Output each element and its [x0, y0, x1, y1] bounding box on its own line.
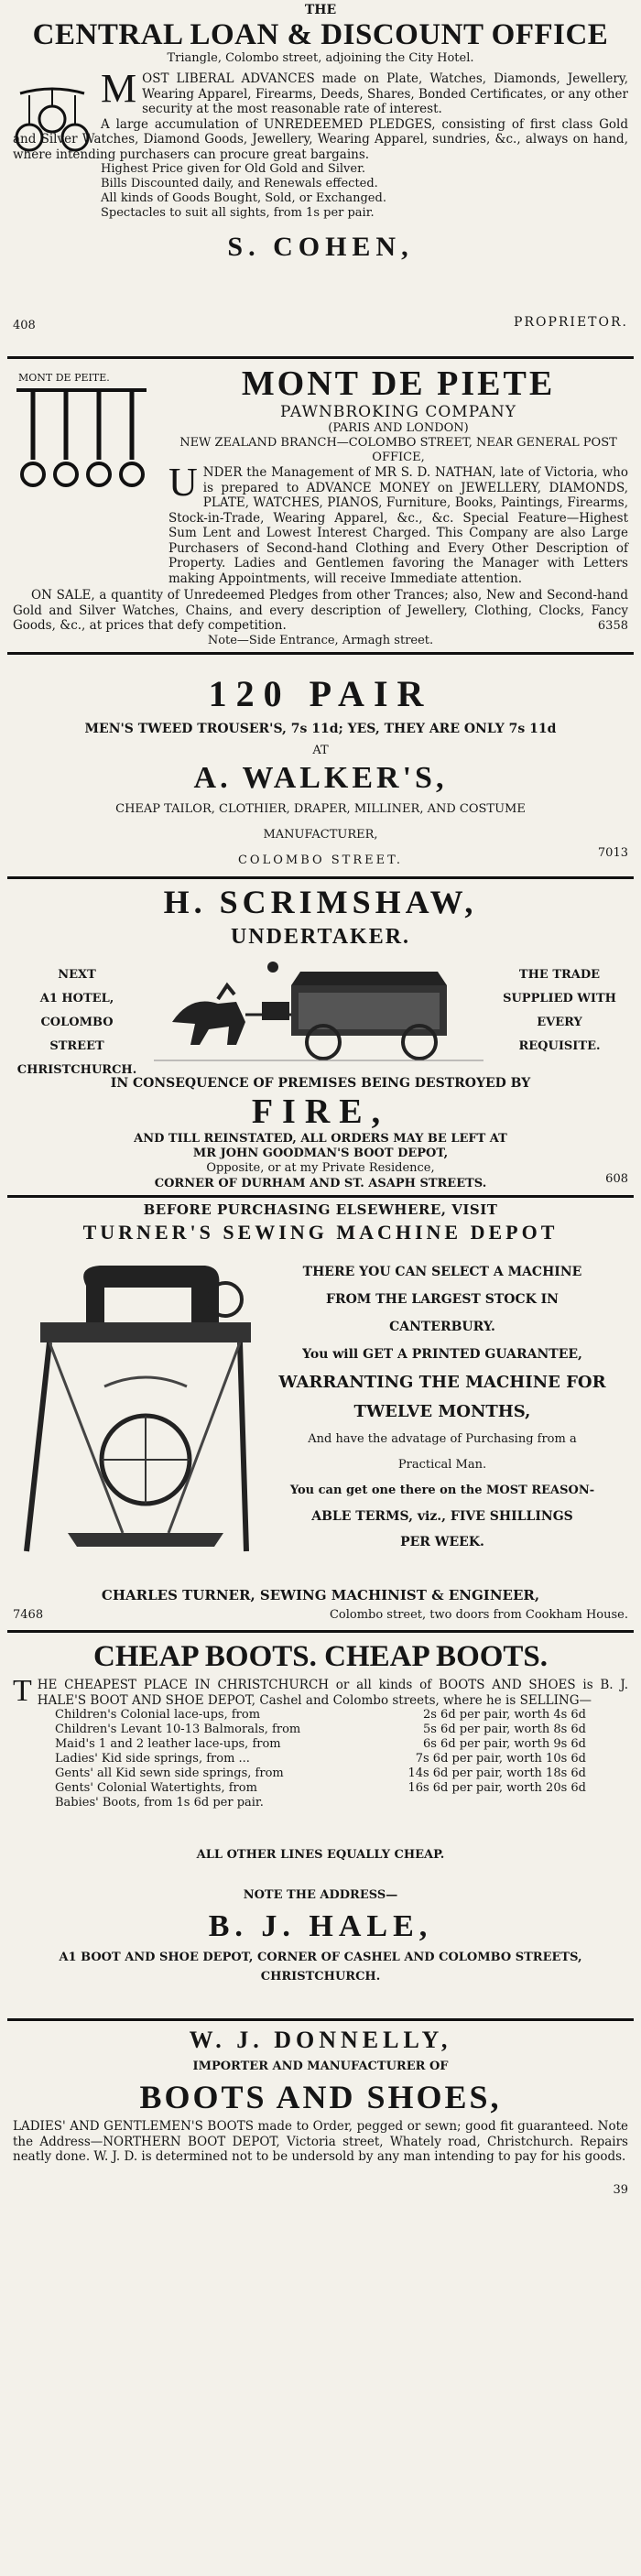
turner-title: TURNER'S SEWING MACHINE DEPOT — [82, 1221, 559, 1244]
donnelly-role: IMPORTER AND MANUFACTURER OF — [192, 2060, 449, 2073]
scrimshaw-corner: CORNER OF DURHAM AND ST. ASAPH STREETS. — [154, 1177, 487, 1190]
scrimshaw-left4: CHRISTCHURCH. — [16, 1063, 137, 1077]
hale-price-item: Gents' Colonial Watertights, from — [55, 1781, 257, 1795]
cohen-line1: Highest Price given for Old Gold and Silver. — [101, 162, 365, 176]
piete-para1-text: NDER the Management of MR S. D. NATHAN, late of Victoria, who is prepared to ADVANCE MONEY on JEWELLERY, DIAMONDS, PLATE, WATCHES, PIANOS, Furniture, Books, Paintings, Firearms, Stock-in-Trade, Wearing Apparel, &c., &c. Special Feature—Highest Sum Lent and Lowest Interest Charged. This Company are also Large Purchasers of Second-hand Clothing and Every Other Description of Property. Ladies and Gentlemen favoring the Manager with Letters making Appointments, will receive Immediate attention. — [168, 465, 628, 586]
cohen-ref: 408 — [13, 319, 36, 332]
scrimshaw-trade: UNDERTAKER. — [230, 925, 411, 949]
donnelly-ref: 39 — [613, 2183, 628, 2197]
piete-para1 — [168, 460, 628, 586]
turner-address: Colombo street, two doors from Cookham House. — [329, 1608, 628, 1622]
hale-price-row — [55, 1766, 586, 1781]
walker-at: AT — [312, 744, 329, 757]
turner-l3: CANTERBURY. — [389, 1320, 495, 1334]
cohen-address: Triangle, Colombo street, adjoining the City Hotel. — [167, 51, 474, 65]
scrimshaw-left1: NEXT — [58, 968, 96, 982]
turner-l5: WARRANTING THE MACHINE FOR — [278, 1373, 606, 1392]
cohen-para1-dropcap: M — [101, 66, 137, 111]
walker-name: A. WALKER'S, — [193, 761, 448, 795]
scrimshaw-left-column — [13, 963, 141, 1082]
piete-ref: 6358 — [597, 619, 628, 633]
cohen-lines — [13, 162, 628, 221]
hale-babies: Babies' Boots, from 1s 6d per pair. — [55, 1796, 264, 1810]
hale-intro — [13, 1674, 628, 1708]
hale-price-value: 16s 6d per pair, worth 20s 6d — [407, 1781, 586, 1795]
cohen-proprietor: PROPRIETOR. — [514, 315, 628, 330]
piete-subtitle: PAWNBROKING COMPANY — [280, 403, 516, 421]
hale-price-row — [55, 1708, 586, 1723]
scrimshaw-fire: FIRE, — [251, 1092, 390, 1131]
scrimshaw-right1: THE TRADE — [518, 968, 601, 982]
cohen-name: S. COHEN, — [227, 232, 414, 262]
scrimshaw-ref: 608 — [605, 1172, 628, 1186]
donnelly-title: BOOTS AND SHOES, — [139, 2079, 502, 2115]
turner-l2: FROM THE LARGEST STOCK IN — [326, 1292, 559, 1307]
hale-price-row — [55, 1752, 586, 1766]
walker-advertisement — [0, 656, 641, 874]
cohen-advertisement — [0, 0, 641, 355]
walker-headline: 120 PAIR — [208, 673, 433, 714]
hale-price-value: 2s 6d per pair, worth 4s 6d — [422, 1708, 586, 1722]
cohen-line4: Spectacles to suit all sights, from 1s per pair. — [101, 206, 375, 220]
hale-depot: A1 BOOT AND SHOE DEPOT, CORNER OF CASHEL AND COLOMBO STREETS, — [59, 1951, 582, 1964]
walker-trades: CHEAP TAILOR, CLOTHIER, DRAPER, MILLINER, AND COSTUME — [115, 802, 526, 816]
hale-name: B. J. HALE, — [208, 1909, 433, 1943]
scrimshaw-name: H. SCRIMSHAW, — [163, 884, 478, 920]
cohen-line3: All kinds of Goods Bought, Sold, or Exchanged. — [101, 191, 386, 205]
turner-l9: You can get one there on the MOST REASON- — [289, 1484, 595, 1497]
turner-ref: 7468 — [13, 1608, 44, 1622]
turner-l6: TWELVE MONTHS, — [353, 1402, 531, 1421]
piete-paris: (PARIS AND LONDON) — [328, 421, 469, 435]
piete-body — [168, 460, 628, 586]
walker-line: MEN'S TWEED TROUSER'S, 7s 11d; YES, THEY ARE ONLY 7s 11d — [84, 722, 557, 736]
hale-price-list — [13, 1708, 628, 1796]
hale-price-row — [55, 1781, 586, 1796]
cohen-line2: Bills Discounted daily, and Renewals effected. — [101, 177, 378, 190]
turner-l11: PER WEEK. — [400, 1535, 484, 1549]
piete-note: Note—Side Entrance, Armagh street. — [207, 633, 434, 647]
scrimshaw-notice — [0, 1075, 641, 1192]
hale-intro-dropcap: T — [13, 1674, 32, 1708]
hale-price-value: 5s 6d per pair, worth 8s 6d — [422, 1723, 586, 1736]
divider — [7, 876, 634, 879]
donnelly-advertisement — [0, 2022, 641, 2205]
hale-price-row — [55, 1723, 586, 1737]
turner-l10: ABLE TERMS, viz., FIVE SHILLINGS — [311, 1509, 573, 1524]
piete-label: MONT DE PEITE. — [18, 372, 110, 384]
turner-body — [256, 1258, 628, 1555]
cohen-para2: A large accumulation of UNREDEEMED PLEDGES, consisting of first class Gold and Silver Watches, Diamond Goods, Jewellery, Wearing Apparel, sundries, &c., always on hand, where intending purchasers can procure great bargains. — [13, 116, 628, 162]
scrimshaw-right3: EVERY — [537, 1016, 582, 1029]
turner-signature: CHARLES TURNER, SEWING MACHINIST & ENGINEER, — [101, 1587, 540, 1603]
turner-l4: You will GET A PRINTED GUARANTEE, — [302, 1347, 582, 1362]
hale-price-row — [55, 1737, 586, 1752]
donnelly-name: W. J. DONNELLY, — [189, 2027, 452, 2053]
scrimshaw-right2: SUPPLIED WITH — [503, 992, 616, 1005]
piete-title: MONT DE PIETE — [241, 364, 556, 403]
walker-street: COLOMBO STREET. — [237, 853, 404, 867]
hale-headline: CHEAP BOOTS. CHEAP BOOTS. — [92, 1640, 549, 1673]
scrimshaw-opposite: Opposite, or at my Private Residence, — [206, 1161, 435, 1175]
scrimshaw-advertisement — [0, 881, 641, 1192]
scrimshaw-left3: COLOMBO STREET — [40, 1016, 114, 1053]
scrimshaw-left2: A1 HOTEL, — [39, 992, 114, 1005]
hale-price-value: 14s 6d per pair, worth 18s 6d — [407, 1766, 586, 1780]
hale-note: NOTE THE ADDRESS— — [243, 1888, 398, 1902]
piete-header — [168, 364, 628, 465]
scrimshaw-right4: REQUISITE. — [518, 1039, 601, 1053]
walker-ref: 7013 — [597, 846, 628, 860]
walker-trades2: MANUFACTURER, — [263, 828, 378, 842]
cohen-title: CENTRAL LOAN & DISCOUNT OFFICE — [32, 18, 609, 51]
hale-advertisement — [0, 1636, 641, 2015]
donnelly-text: LADIES' AND GENTLEMEN'S BOOTS made to Order, pegged or sewn; good fit guaranteed. Note the Address—NORTHERN BOOT DEPOT, Victoria street, Whately road, Christchurch. Repairs neatly done. W. J. D. is determined not to be undersold by any man intending to pay for his goods. — [13, 2119, 628, 2164]
cohen-para1 — [101, 66, 628, 117]
hale-price-item: Ladies' Kid side springs, from ... — [55, 1752, 250, 1766]
hale-other: ALL OTHER LINES EQUALLY CHEAP. — [196, 1848, 445, 1862]
turner-l7: And have the advatage of Purchasing from a — [308, 1432, 577, 1446]
piete-para2: ON SALE, a quantity of Unredeemed Pledges from other Trances; also, New and Second-hand Gold and Silver Watches, Chains, and every description of Jewellery, Clothing, Clocks, Fancy Goods, &c., at prices that defy competition. — [13, 588, 628, 633]
scrimshaw-goodman: MR JOHN GOODMAN'S BOOT DEPOT, — [192, 1147, 449, 1160]
hale-city: CHRISTCHURCH. — [260, 1970, 381, 1984]
cohen-para1-text: OST LIBERAL ADVANCES made on Plate, Watches, Diamonds, Jewellery, Wearing Apparel, Firearms, Deeds, Shares, Bonded Certificates, or any other security at the most reasonable rate of interest. — [142, 71, 628, 116]
hale-price-value: 6s 6d per pair, worth 9s 6d — [422, 1737, 586, 1751]
turner-advertisement — [0, 1200, 641, 1626]
divider — [7, 652, 634, 655]
pawn-balls-illustration — [11, 84, 93, 167]
turner-before: BEFORE PURCHASING ELSEWHERE, VISIT — [143, 1201, 498, 1218]
scrimshaw-conseq: IN CONSEQUENCE OF PREMISES BEING DESTROYED BY — [110, 1076, 531, 1091]
piete-para1-dropcap: U — [168, 460, 198, 505]
scrimshaw-right-column — [491, 963, 628, 1059]
hearse-illustration — [154, 958, 483, 1063]
hale-price-item: Children's Colonial lace-ups, from — [55, 1708, 261, 1722]
mont-de-piete-advertisement — [0, 361, 641, 650]
hale-price-value: 7s 6d per pair, worth 10s 6d — [415, 1752, 586, 1766]
scrimshaw-orders: AND TILL REINSTATED, ALL ORDERS MAY BE LEFT AT — [134, 1132, 507, 1146]
sewing-machine-illustration — [13, 1258, 251, 1560]
hale-price-item: Children's Levant 10-13 Balmorals, from — [55, 1723, 301, 1736]
hale-price-item: Maid's 1 and 2 leather lace-ups, from — [55, 1737, 281, 1751]
divider — [7, 1195, 634, 1198]
divider — [7, 356, 634, 359]
piete-branch: NEW ZEALAND BRANCH—COLOMBO STREET, NEAR GENERAL POST OFFICE, — [179, 436, 617, 464]
cohen-body — [101, 66, 628, 117]
divider — [7, 2018, 634, 2021]
hale-intro-text: HE CHEAPEST PLACE IN CHRISTCHURCH or all kinds of BOOTS AND SHOES is B. J. HALE'S BOOT AND SHOE DEPOT, Cashel and Colombo streets, where he is SELLING— — [37, 1678, 628, 1708]
divider — [7, 1630, 634, 1633]
turner-l1: THERE YOU CAN SELECT A MACHINE — [302, 1265, 582, 1279]
pawn-hooks-illustration — [13, 386, 150, 496]
turner-l8: Practical Man. — [397, 1458, 487, 1472]
cohen-the: THE — [304, 3, 337, 17]
hale-price-item: Gents' all Kid sewn side springs, from — [55, 1766, 284, 1780]
